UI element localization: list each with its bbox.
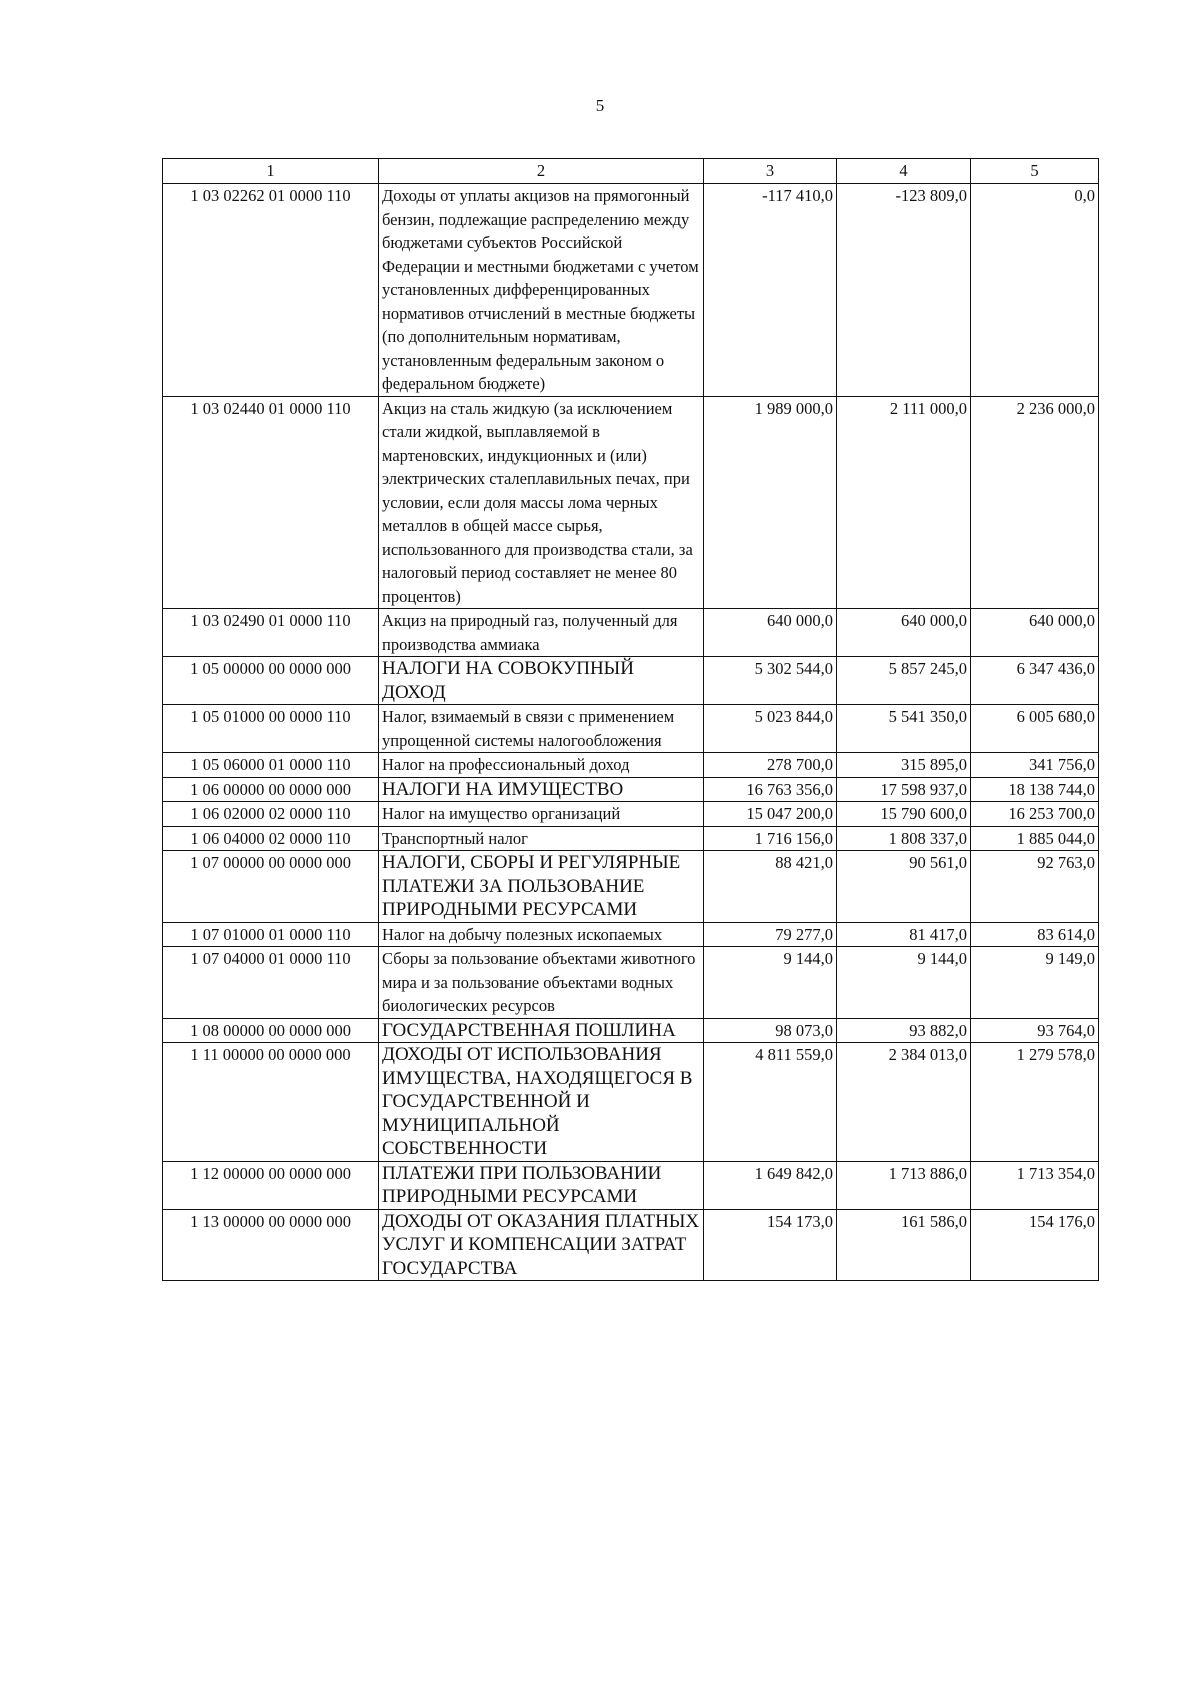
revenue-name: Налог, взимаемый в связи с применением упрощенной системы налогообложения [379, 705, 704, 753]
header-col-3: 3 [704, 159, 837, 184]
table-row [163, 609, 1099, 657]
budget-code: 1 12 00000 00 0000 000 [163, 1161, 379, 1209]
revenue-name: Транспортный налог [379, 826, 704, 851]
budget-code: 1 05 01000 00 0000 110 [163, 705, 379, 753]
revenue-name: ПЛАТЕЖИ ПРИ ПОЛЬЗОВАНИИ ПРИРОДНЫМИ РЕСУРСАМИ [379, 1161, 704, 1209]
budget-code: 1 07 00000 00 0000 000 [163, 851, 379, 923]
amount-col-5: 0,0 [971, 184, 1099, 397]
revenue-name: НАЛОГИ, СБОРЫ И РЕГУЛЯРНЫЕ ПЛАТЕЖИ ЗА ПОЛЬЗОВАНИЕ ПРИРОДНЫМИ РЕСУРСАМИ [379, 851, 704, 923]
amount-col-3: 1 649 842,0 [704, 1161, 837, 1209]
amount-col-4: 93 882,0 [837, 1018, 971, 1043]
table-row [163, 777, 1099, 802]
table-row [163, 753, 1099, 778]
amount-col-4: 81 417,0 [837, 922, 971, 947]
budget-revenue-table [162, 158, 1099, 1281]
amount-col-5: 83 614,0 [971, 922, 1099, 947]
amount-col-4: 9 144,0 [837, 947, 971, 1019]
amount-col-3: 9 144,0 [704, 947, 837, 1019]
amount-col-4: 315 895,0 [837, 753, 971, 778]
amount-col-5: 341 756,0 [971, 753, 1099, 778]
header-col-4: 4 [837, 159, 971, 184]
amount-col-5: 154 176,0 [971, 1209, 1099, 1281]
amount-col-5: 93 764,0 [971, 1018, 1099, 1043]
amount-col-4: 2 384 013,0 [837, 1043, 971, 1162]
amount-col-3: -117 410,0 [704, 184, 837, 397]
header-col-2: 2 [379, 159, 704, 184]
table-row [163, 657, 1099, 705]
amount-col-4: 1 713 886,0 [837, 1161, 971, 1209]
amount-col-5: 18 138 744,0 [971, 777, 1099, 802]
amount-col-4: 161 586,0 [837, 1209, 971, 1281]
amount-col-3: 4 811 559,0 [704, 1043, 837, 1162]
amount-col-5: 92 763,0 [971, 851, 1099, 923]
revenue-name: Акциз на природный газ, полученный для производства аммиака [379, 609, 704, 657]
revenue-name: НАЛОГИ НА СОВОКУПНЫЙ ДОХОД [379, 657, 704, 705]
budget-code: 1 06 04000 02 0000 110 [163, 826, 379, 851]
amount-col-4: 640 000,0 [837, 609, 971, 657]
amount-col-4: 2 111 000,0 [837, 396, 971, 609]
amount-col-3: 98 073,0 [704, 1018, 837, 1043]
table-row [163, 184, 1099, 397]
amount-col-3: 15 047 200,0 [704, 802, 837, 827]
amount-col-3: 88 421,0 [704, 851, 837, 923]
amount-col-3: 5 023 844,0 [704, 705, 837, 753]
amount-col-3: 5 302 544,0 [704, 657, 837, 705]
amount-col-4: -123 809,0 [837, 184, 971, 397]
amount-col-5: 6 347 436,0 [971, 657, 1099, 705]
amount-col-5: 9 149,0 [971, 947, 1099, 1019]
budget-code: 1 03 02440 01 0000 110 [163, 396, 379, 609]
amount-col-3: 640 000,0 [704, 609, 837, 657]
revenue-name: Налог на профессиональный доход [379, 753, 704, 778]
amount-col-5: 2 236 000,0 [971, 396, 1099, 609]
table-row [163, 1018, 1099, 1043]
revenue-name: НАЛОГИ НА ИМУЩЕСТВО [379, 777, 704, 802]
budget-code: 1 07 04000 01 0000 110 [163, 947, 379, 1019]
amount-col-3: 278 700,0 [704, 753, 837, 778]
amount-col-5: 16 253 700,0 [971, 802, 1099, 827]
amount-col-5: 1 885 044,0 [971, 826, 1099, 851]
budget-code: 1 06 00000 00 0000 000 [163, 777, 379, 802]
table-row [163, 1161, 1099, 1209]
revenue-name: Акциз на сталь жидкую (за исключением стали жидкой, выплавляемой в мартеновских, индукционных и (или) электрических сталеплавильных печах, при условии, если доля массы лома черных металлов в общей массе сырья, использованного для производства стали, за налоговый период составляет не менее 80 процентов) [379, 396, 704, 609]
header-col-1: 1 [163, 159, 379, 184]
table-row [163, 851, 1099, 923]
amount-col-3: 1 716 156,0 [704, 826, 837, 851]
budget-code: 1 11 00000 00 0000 000 [163, 1043, 379, 1162]
table-row [163, 396, 1099, 609]
budget-code: 1 03 02490 01 0000 110 [163, 609, 379, 657]
amount-col-5: 640 000,0 [971, 609, 1099, 657]
amount-col-3: 1 989 000,0 [704, 396, 837, 609]
table-row [163, 802, 1099, 827]
revenue-name: ДОХОДЫ ОТ ИСПОЛЬЗОВАНИЯ ИМУЩЕСТВА, НАХОДЯЩЕГОСЯ В ГОСУДАРСТВЕННОЙ И МУНИЦИПАЛЬНОЙ СОБСТВЕННОСТИ [379, 1043, 704, 1162]
amount-col-5: 6 005 680,0 [971, 705, 1099, 753]
revenue-name: Налог на добычу полезных ископаемых [379, 922, 704, 947]
table-row [163, 922, 1099, 947]
amount-col-4: 15 790 600,0 [837, 802, 971, 827]
amount-col-4: 1 808 337,0 [837, 826, 971, 851]
budget-code: 1 03 02262 01 0000 110 [163, 184, 379, 397]
amount-col-3: 154 173,0 [704, 1209, 837, 1281]
budget-code: 1 13 00000 00 0000 000 [163, 1209, 379, 1281]
budget-code: 1 05 06000 01 0000 110 [163, 753, 379, 778]
revenue-name: ДОХОДЫ ОТ ОКАЗАНИЯ ПЛАТНЫХ УСЛУГ И КОМПЕНСАЦИИ ЗАТРАТ ГОСУДАРСТВА [379, 1209, 704, 1281]
revenue-name: Доходы от уплаты акцизов на прямогонный бензин, подлежащие распределению между бюджетами субъектов Российской Федерации и местными бюджетами с учетом установленных дифференцированных нормативов отчислений в местные бюджеты (по дополнительным нормативам, установленным федеральным законом о федеральном бюджете) [379, 184, 704, 397]
amount-col-5: 1 713 354,0 [971, 1161, 1099, 1209]
revenue-name: Налог на имущество организаций [379, 802, 704, 827]
page-number: 5 [595, 96, 605, 115]
table-row [163, 826, 1099, 851]
revenue-name: Сборы за пользование объектами животного мира и за пользование объектами водных биологических ресурсов [379, 947, 704, 1019]
header-col-5: 5 [971, 159, 1099, 184]
table-row [163, 1209, 1099, 1281]
amount-col-5: 1 279 578,0 [971, 1043, 1099, 1162]
table-header-row [163, 159, 1099, 184]
amount-col-4: 5 857 245,0 [837, 657, 971, 705]
amount-col-3: 79 277,0 [704, 922, 837, 947]
budget-code: 1 05 00000 00 0000 000 [163, 657, 379, 705]
amount-col-4: 5 541 350,0 [837, 705, 971, 753]
table-row [163, 1043, 1099, 1162]
budget-code: 1 07 01000 01 0000 110 [163, 922, 379, 947]
amount-col-4: 90 561,0 [837, 851, 971, 923]
amount-col-3: 16 763 356,0 [704, 777, 837, 802]
budget-code: 1 08 00000 00 0000 000 [163, 1018, 379, 1043]
amount-col-4: 17 598 937,0 [837, 777, 971, 802]
table-row [163, 947, 1099, 1019]
table-row [163, 705, 1099, 753]
budget-code: 1 06 02000 02 0000 110 [163, 802, 379, 827]
revenue-name: ГОСУДАРСТВЕННАЯ ПОШЛИНА [379, 1018, 704, 1043]
